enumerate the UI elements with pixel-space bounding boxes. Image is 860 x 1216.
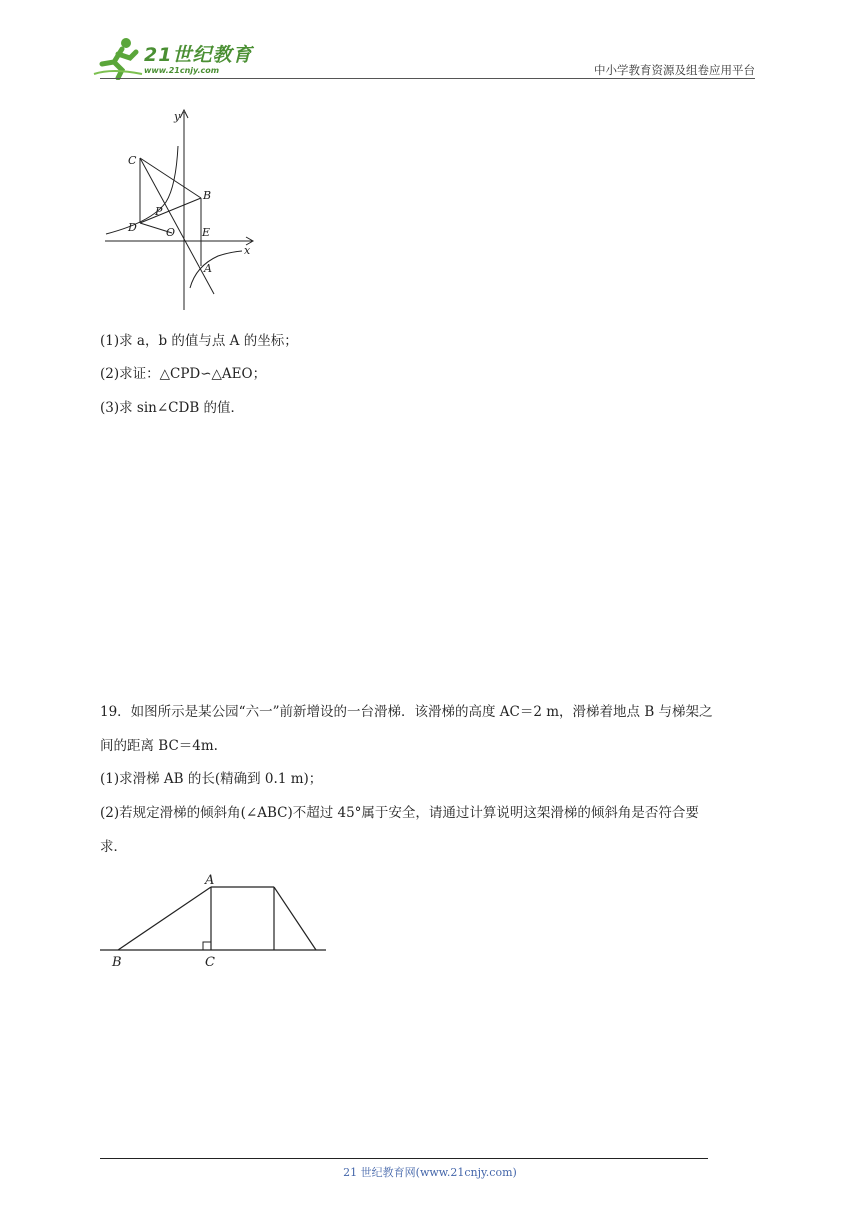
q18-part1: (1)求 a，b 的值与点 A 的坐标； <box>100 333 298 349</box>
label-a: A <box>204 262 212 275</box>
footer-divider <box>100 1158 708 1159</box>
label-y: y <box>174 110 181 123</box>
label-b: B <box>203 189 212 202</box>
ladder-back <box>274 887 316 950</box>
logo-text: 21世纪教育 <box>144 44 253 66</box>
q19-stem-line2: 间的距离 BC＝4m. <box>100 738 218 754</box>
q18-part3: (3)求 sin∠CDB 的值． <box>100 400 245 416</box>
label-d: D <box>128 221 137 234</box>
label-e: E <box>202 226 211 239</box>
q19-part1: (1)求滑梯 AB 的长(精确到 0.1 m)； <box>100 771 323 787</box>
header-divider <box>100 78 755 79</box>
label-p: P <box>155 205 163 218</box>
segment-db <box>140 198 201 223</box>
label-o: O <box>166 226 176 239</box>
footer-text: 21 世纪教育网(www.21cnjy.com) <box>343 1166 517 1179</box>
slide-figure <box>96 868 328 972</box>
q19-stem-line1: 19．如图所示是某公园“六一”前新增设的一台滑梯．该滑梯的高度 AC＝2 m，滑梯着地点 B 与梯架之 <box>100 704 713 720</box>
slide-ab <box>118 887 211 950</box>
header-platform-title: 中小学教育资源及组卷应用平台 <box>594 63 755 77</box>
label-a: A <box>205 873 215 888</box>
label-c: C <box>205 955 215 970</box>
q19-part2-line1: (2)若规定滑梯的倾斜角(∠ABC)不超过 45°属于安全，请通过计算说明这架滑梯的倾斜角是否符合要 <box>100 805 699 821</box>
right-angle-mark <box>203 942 211 950</box>
runner-logo-icon <box>92 34 152 80</box>
hyperbola-branch-right <box>190 251 242 288</box>
label-b: B <box>112 955 122 970</box>
coordinate-figure <box>100 106 260 312</box>
q19-part2-line2: 求． <box>100 839 127 855</box>
label-x: x <box>244 244 251 257</box>
logo-url: www.21cnjy.com <box>144 66 220 75</box>
q18-part2: (2)求证：△CPD∽△AEO； <box>100 366 267 382</box>
label-c: C <box>128 154 137 167</box>
